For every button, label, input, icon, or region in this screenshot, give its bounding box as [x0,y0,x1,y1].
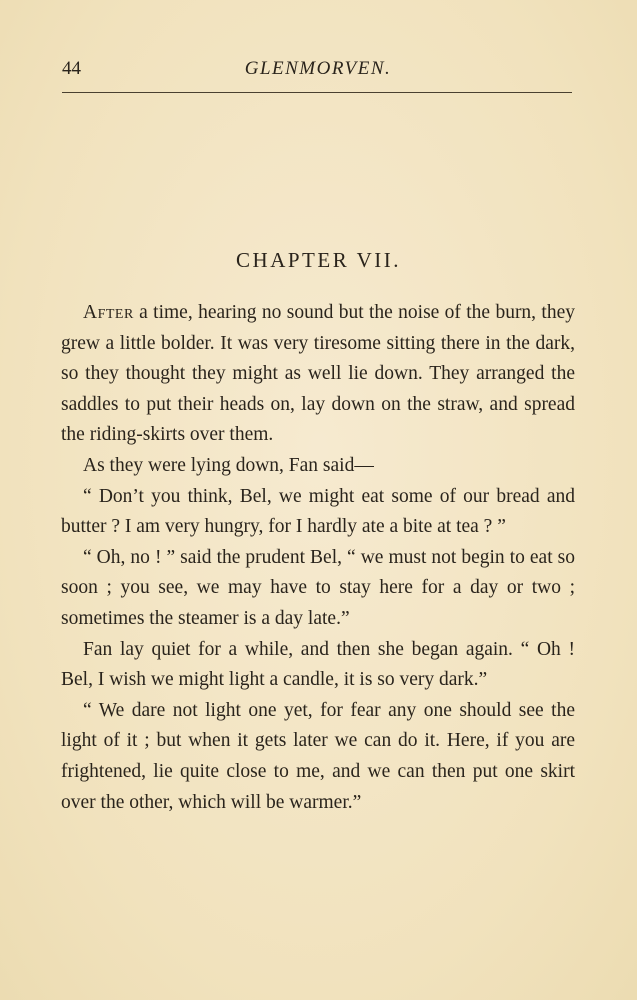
page-header [62,58,574,82]
header-rule [62,92,572,93]
paragraph-text: a time, hearing no sound but the noise of the burn, they grew a little bolder. It was very tiresome sitting there in the dark, so they thought they might as well lie down. They arranged the saddles to put their heads on, lay down on the straw, and spread the riding-skirts over them. [61,302,575,446]
paragraph: “ We dare not light one yet, for fear any one should see the light of it ; but when it gets later we can do it. Here, if you are frightened, lie quite close to me, and we can then put one skirt over the other, which will be warmer.” [61,699,575,813]
paragraph: Fan lay quiet for a while, and then she began again. “ Oh ! Bel, I wish we might light a candle, it is so very dark.” [61,638,575,691]
paragraph [61,298,575,451]
body-text [61,298,575,818]
drop-word: After [83,302,134,323]
running-title: GLENMORVEN. [244,58,392,79]
paragraph: “ Don’t you think, Bel, we might eat some of our bread and butter ? I am very hungry, for I hardly ate a bite at tea ? ” [61,485,575,538]
paragraph: “ Oh, no ! ” said the prudent Bel, “ we must not begin to eat so soon ; you see, we may have to stay here for a day or two ; sometimes the steamer is a day late.” [61,546,575,629]
chapter-heading: CHAPTER VII. [236,248,401,272]
paragraph: As they were lying down, Fan said— [83,454,374,476]
page-number: 44 [62,58,81,79]
